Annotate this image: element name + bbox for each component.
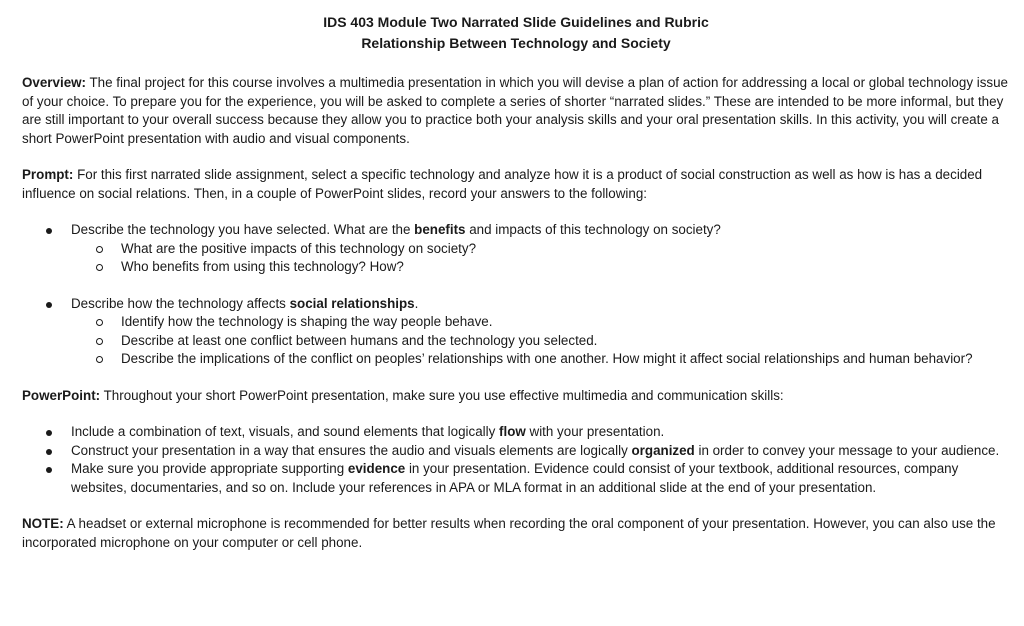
- document-title: [22, 12, 1010, 54]
- sub-list-item: [71, 258, 1010, 277]
- sub-item-text: Identify how the technology is shaping the way people behave.: [121, 314, 493, 329]
- note-label: NOTE:: [22, 516, 64, 531]
- note-paragraph: [22, 515, 1010, 552]
- sub-list-item: [71, 350, 1010, 369]
- prompt-bullet-list-2: [22, 295, 1010, 369]
- bullet-text-part: Include a combination of text, visuals, and sound elements that logically: [71, 424, 500, 439]
- sub-list-item: [71, 240, 1010, 259]
- bullet-bold-term: evidence: [347, 461, 406, 476]
- bullet-text-part: .: [414, 295, 419, 311]
- powerpoint-bullet-list: [22, 423, 1010, 497]
- hollow-bullet-icon: [96, 246, 103, 253]
- hollow-bullet-icon: [96, 338, 103, 345]
- sub-item-text: Describe at least one conflict between humans and the technology you selected.: [121, 332, 598, 348]
- bullet-icon: [46, 430, 52, 436]
- note-text: A headset or external microphone is recommended for better results when recording the oral component of your presentation. However, you can also use the incorporated microphone on your computer or cell phone.: [22, 516, 996, 550]
- bullet-text-part: Make sure you provide appropriate supporting: [71, 461, 348, 476]
- bullet-icon: [46, 467, 52, 473]
- bullet-text-part: with your presentation.: [525, 424, 665, 439]
- sub-list: [71, 313, 1010, 369]
- sub-item-text: Describe the implications of the conflict on peoples’ relationships with one another. How might it affect social relationships and human behavior?: [121, 351, 973, 366]
- bullet-bold-term: flow: [499, 424, 526, 439]
- prompt-text: For this first narrated slide assignment, select a specific technology and analyze how it is a product of social construction as well as how is has a decided influence on social relations. Then, in a couple of PowerPoint slides, record your answers to the following:: [22, 167, 983, 201]
- powerpoint-text: Throughout your short PowerPoint presentation, make sure you use effective multimedia and communication skills:: [103, 387, 784, 403]
- sub-list-item: [71, 332, 1010, 351]
- bullet-text: [71, 222, 721, 237]
- bullet-icon: [46, 302, 52, 308]
- bullet-text-part: Describe the technology you have selected. What are the: [71, 222, 415, 237]
- bullet-bold-term: social relationships: [289, 295, 415, 311]
- sub-list-item: [71, 313, 1010, 332]
- sub-item-text: Who benefits from using this technology? How?: [121, 259, 404, 274]
- list-item: [22, 221, 1010, 277]
- powerpoint-paragraph: [22, 387, 1010, 406]
- sub-list: [71, 240, 1010, 277]
- prompt-label: Prompt:: [22, 167, 74, 182]
- sub-item-text: What are the positive impacts of this technology on society?: [121, 240, 477, 256]
- bullet-icon: [46, 228, 52, 234]
- overview-text: The final project for this course involves a multimedia presentation in which you will devise a plan of action for addressing a local or global technology issue of your choice. To prepare you for the experience, you will be asked to complete a series of shorter “narrated slides.” These are intended to be more informal, but they are still important to your overall success because they allow you to practice both your analysis skills and your oral presentation skills. In this activity, you will create a short PowerPoint presentation with audio and visual components.: [22, 75, 1008, 146]
- bullet-bold-term: benefits: [414, 222, 466, 237]
- bullet-text-part: in your presentation. Evidence could consist of your textbook, additional resources, company websites, documentaries, and so on. Include your references in APA or MLA format in an additional slide at the end of your presentation.: [71, 461, 959, 495]
- hollow-bullet-icon: [96, 319, 103, 326]
- bullet-text-part: Describe how the technology affects: [71, 295, 290, 311]
- prompt-paragraph: [22, 166, 1010, 203]
- list-item: [22, 442, 1010, 461]
- title-line-2: Relationship Between Technology and Society: [361, 35, 671, 51]
- bullet-icon: [46, 449, 52, 455]
- list-item: [22, 295, 1010, 369]
- list-item: [22, 423, 1010, 442]
- title-line-1: IDS 403 Module Two Narrated Slide Guidelines and Rubric: [323, 14, 709, 30]
- list-item: [22, 460, 1010, 497]
- powerpoint-label: PowerPoint:: [22, 387, 101, 403]
- prompt-bullet-list: [22, 221, 1010, 277]
- hollow-bullet-icon: [96, 356, 103, 363]
- bullet-text-part: in order to convey your message to your audience.: [694, 442, 1000, 458]
- bullet-text: [71, 296, 418, 311]
- hollow-bullet-icon: [96, 264, 103, 271]
- overview-label: Overview:: [22, 75, 87, 90]
- overview-paragraph: [22, 74, 1010, 148]
- bullet-text-part: Construct your presentation in a way that ensures the audio and visuals elements are logically: [71, 442, 632, 458]
- bullet-text-part: and impacts of this technology on society?: [465, 222, 721, 237]
- bullet-bold-term: organized: [631, 442, 695, 458]
